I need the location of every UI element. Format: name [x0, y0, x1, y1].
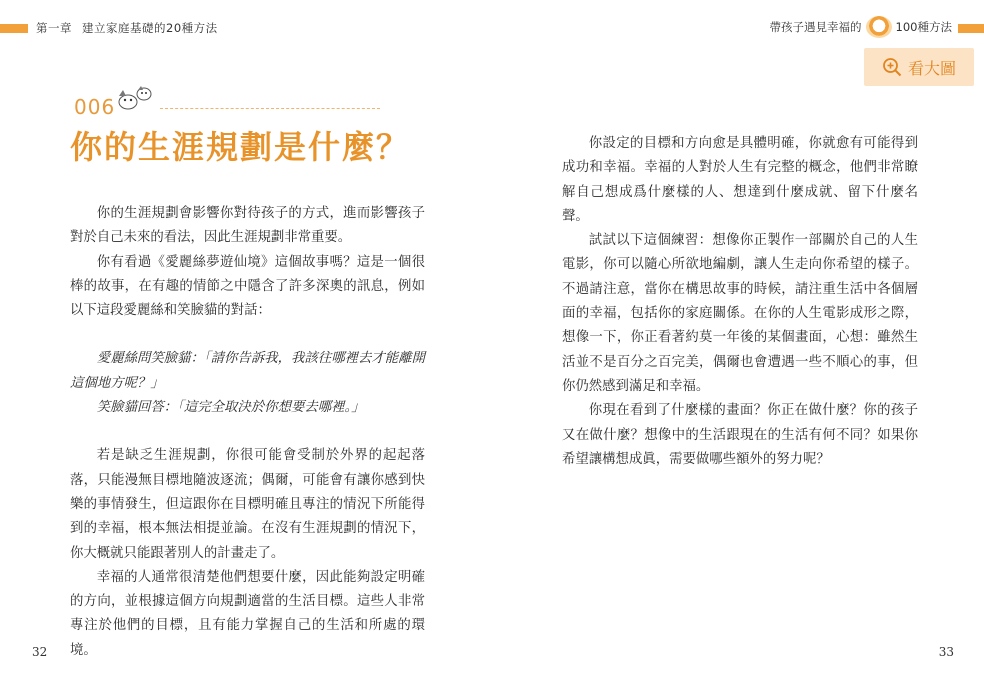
book-logo-icon [866, 16, 892, 38]
paragraph: 你有看過《愛麗絲夢遊仙境》這個故事嗎？這是一個很棒的故事，在有趣的情節之中隱含了許多深奧的訊息，例如以下這段愛麗絲和笑臉貓的對話： [70, 254, 425, 319]
view-large-label: 看大圖 [907, 58, 956, 78]
view-large-button[interactable] [864, 48, 974, 86]
paragraph: 你的生涯規劃會影響你對待孩子的方式，進而影響孩子對於自己未來的看法，因此生涯規劃非常重要。 [70, 206, 425, 246]
page-number-left: 32 [32, 645, 48, 659]
dialogue-quote: 笑臉貓回答：「這完全取決於你想要去哪裡。」 [96, 400, 365, 416]
title-decoration-line [160, 108, 380, 109]
article-title: 你的生涯規劃是什麼？ [70, 128, 411, 166]
chapter-label: 第一章 [36, 21, 72, 35]
paragraph: 試試以下這個練習：想像你正製作一部關於自己的人生電影，你可以隨心所欲地編劇，讓人生走向你希望的樣子。不過請注意，當你在構思故事的時候，請注重生活中各個層面的幸福，包括你的家庭關係。在你的人生電影成形之際，想像一下，你正看著約莫一年後的某個畫面，心想：雖然生活並不是百分之百完美，偶爾也會遭遇一些不順心的事，但你仍然感到滿足和幸福。 [562, 233, 918, 394]
article-number: 006 [74, 95, 116, 119]
header-accent-bar-left [0, 24, 28, 33]
paragraph: 幸福的人通常很清楚他們想要什麼，因此能夠設定明確的方向，並根據這個方向規劃適當的生活目標。這些人非常專注於他們的目標，且有能力掌握自己的生活和所處的環境。 [70, 569, 425, 658]
zoom-in-icon [882, 57, 902, 77]
book-title-part-b: 100種方法 [895, 20, 952, 34]
header-accent-bar-right [958, 24, 984, 33]
paragraph: 你設定的目標和方向愈是具體明確，你就愈有可能得到成功和幸福。幸福的人對於人生有完整的概念，他們非常瞭解自己想成爲什麼樣的人、想達到什麼成就、留下什麼名聲。 [562, 136, 918, 224]
running-header-right [770, 16, 952, 38]
page-number-right: 33 [938, 645, 954, 659]
dialogue-quote: 愛麗絲問笑臉貓：「請你告訴我，我該往哪裡去才能離開這個地方呢？」 [70, 351, 425, 391]
running-header-left [36, 20, 218, 36]
right-page-body [562, 132, 918, 472]
paragraph: 若是缺乏生涯規劃，你很可能會受制於外界的起起落落，只能漫無目標地隨波逐流；偶爾，可能會有讓你感到快樂的事情發生，但這跟你在目標明確且專注的情況下所能得到的幸福，根本無法相提並論。在沒有生涯規劃的情況下，你大概就只能跟著別人的計畫走了。 [70, 448, 425, 561]
mascot-illustration-icon [114, 84, 154, 112]
paragraph: 你現在看到了什麼樣的畫面？你正在做什麼？你的孩子又在做什麼？想像中的生活跟現在的生活有何不同？如果你希望讓構想成眞，需要做哪些額外的努力呢？ [562, 403, 918, 467]
chapter-title-header: 建立家庭基礎的20種方法 [82, 21, 218, 35]
book-title-part-a: 帶孩子遇見幸福的 [769, 20, 862, 34]
left-page-body [70, 202, 425, 663]
